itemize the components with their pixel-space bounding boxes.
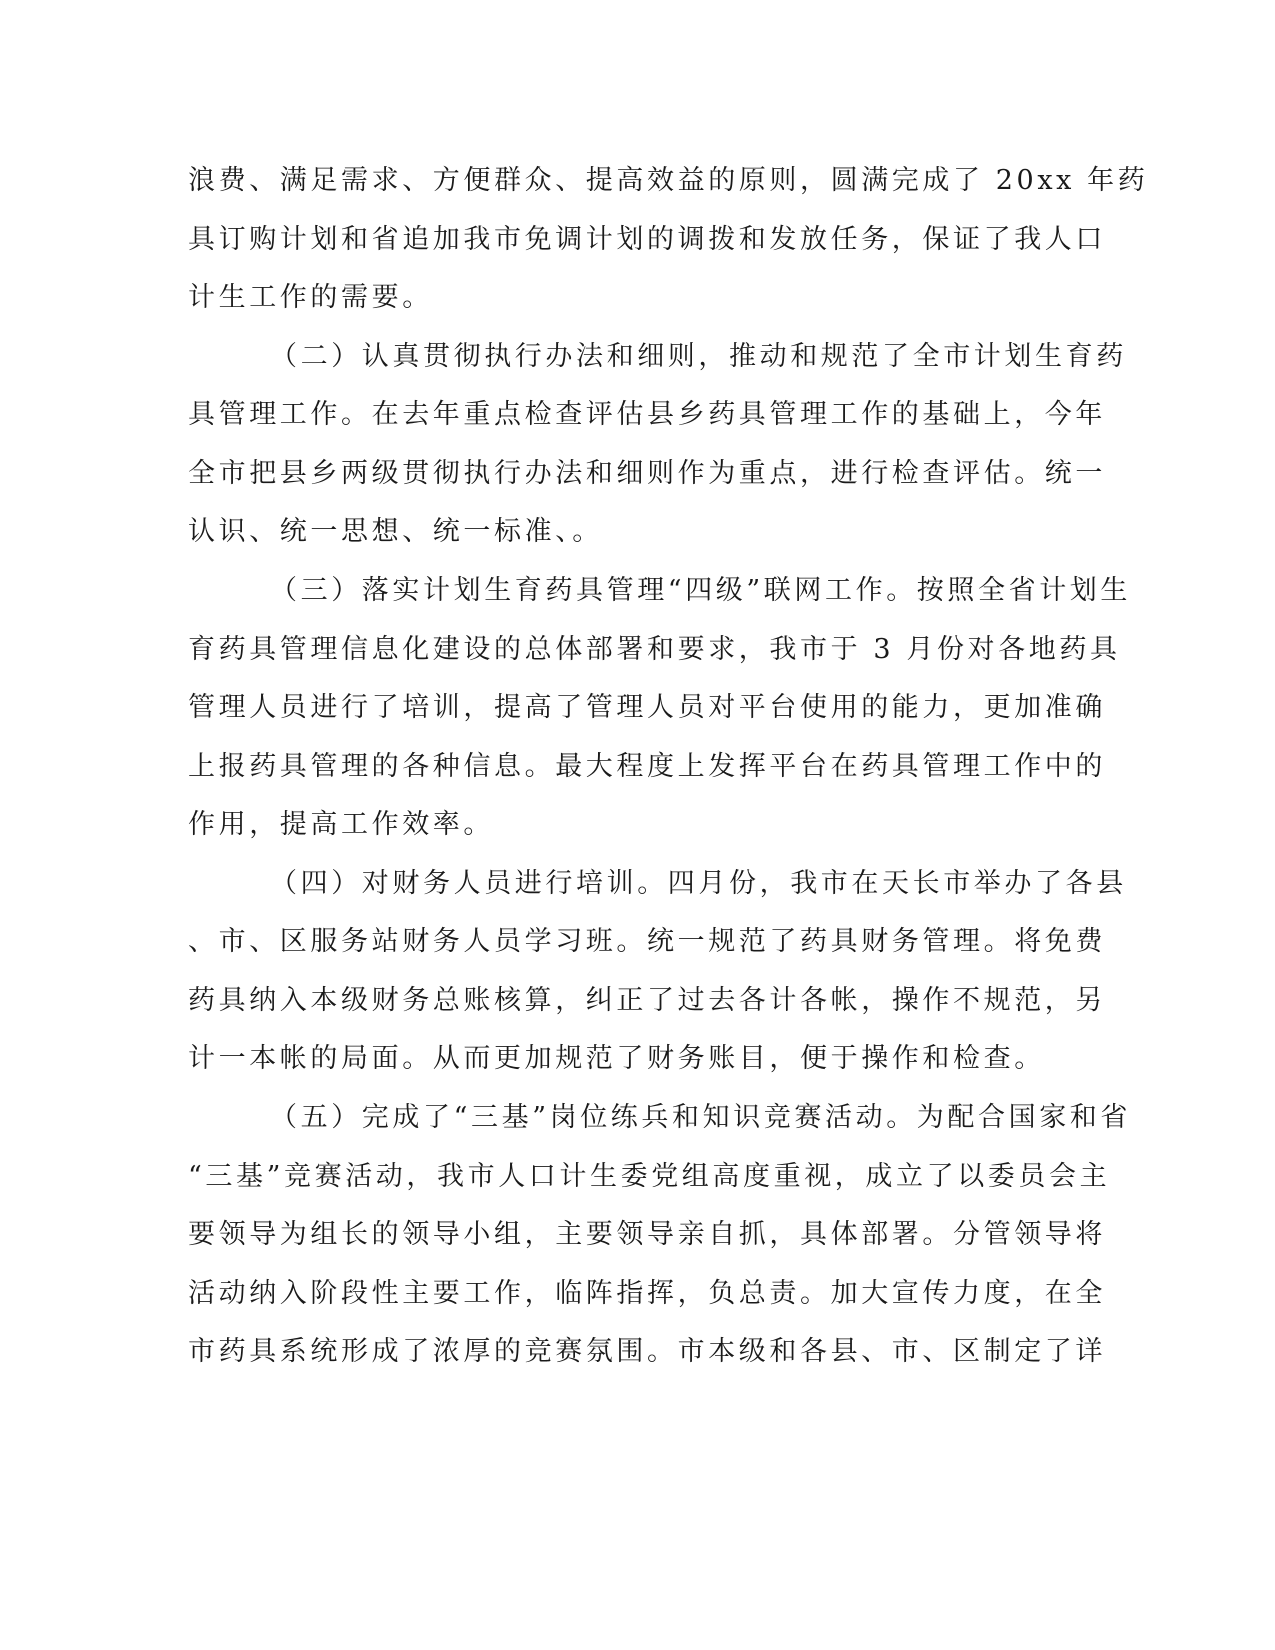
text-line: 全市把县乡两级贯彻执行办法和细则作为重点，进行检查评估。统一: [188, 458, 1106, 489]
text-line: 计生工作的需要。: [188, 282, 433, 313]
text-line: 作用，提高工作效率。: [188, 809, 494, 840]
text-line: 、市、区服务站财务人员学习班。统一规范了药具财务管理。将免费: [188, 926, 1106, 957]
paragraph-2-first-line: （二）认真贯彻执行办法和细则，推动和规范了全市计划生育药: [270, 341, 1127, 372]
text-line: 育药具管理信息化建设的总体部署和要求，我市于 3 月份对各地药具: [188, 634, 1121, 665]
paragraph-3-first-line: （三）落实计划生育药具管理“四级”联网工作。按照全省计划生: [270, 575, 1132, 606]
text-line: 认识、统一思想、统一标准、。: [188, 516, 603, 547]
text-line: 具订购计划和省追加我市免调计划的调拨和发放任务，保证了我人口: [188, 224, 1106, 255]
text-line: “三基”竞赛活动，我市人口计生委党组高度重视，成立了以委员会主: [188, 1161, 1111, 1192]
text-line: 具管理工作。在去年重点检查评估县乡药具管理工作的基础上，今年: [188, 399, 1106, 430]
paragraph-4-first-line: （四）对财务人员进行培训。四月份，我市在天长市举办了各县: [270, 868, 1127, 899]
paragraph-5-first-line: （五）完成了“三基”岗位练兵和知识竞赛活动。为配合国家和省: [270, 1102, 1132, 1133]
text-line: 药具纳入本级财务总账核算，纠正了过去各计各帐，操作不规范，另: [188, 985, 1106, 1016]
text-line: 要领导为组长的领导小组，主要领导亲自抓，具体部署。分管领导将: [188, 1219, 1106, 1250]
text-line: 计一本帐的局面。从而更加规范了财务账目，便于操作和检查。: [188, 1043, 1045, 1074]
text-line: 浪费、满足需求、方便群众、提高效益的原则，圆满完成了 20xx 年药: [188, 165, 1149, 196]
text-line: 市药具系统形成了浓厚的竞赛氛围。市本级和各县、市、区制定了详: [188, 1336, 1106, 1367]
text-line: 活动纳入阶段性主要工作，临阵指挥，负总责。加大宣传力度，在全: [188, 1278, 1106, 1309]
text-line: 上报药具管理的各种信息。最大程度上发挥平台在药具管理工作中的: [188, 751, 1106, 782]
text-line: 管理人员进行了培训，提高了管理人员对平台使用的能力，更加准确: [188, 692, 1106, 723]
